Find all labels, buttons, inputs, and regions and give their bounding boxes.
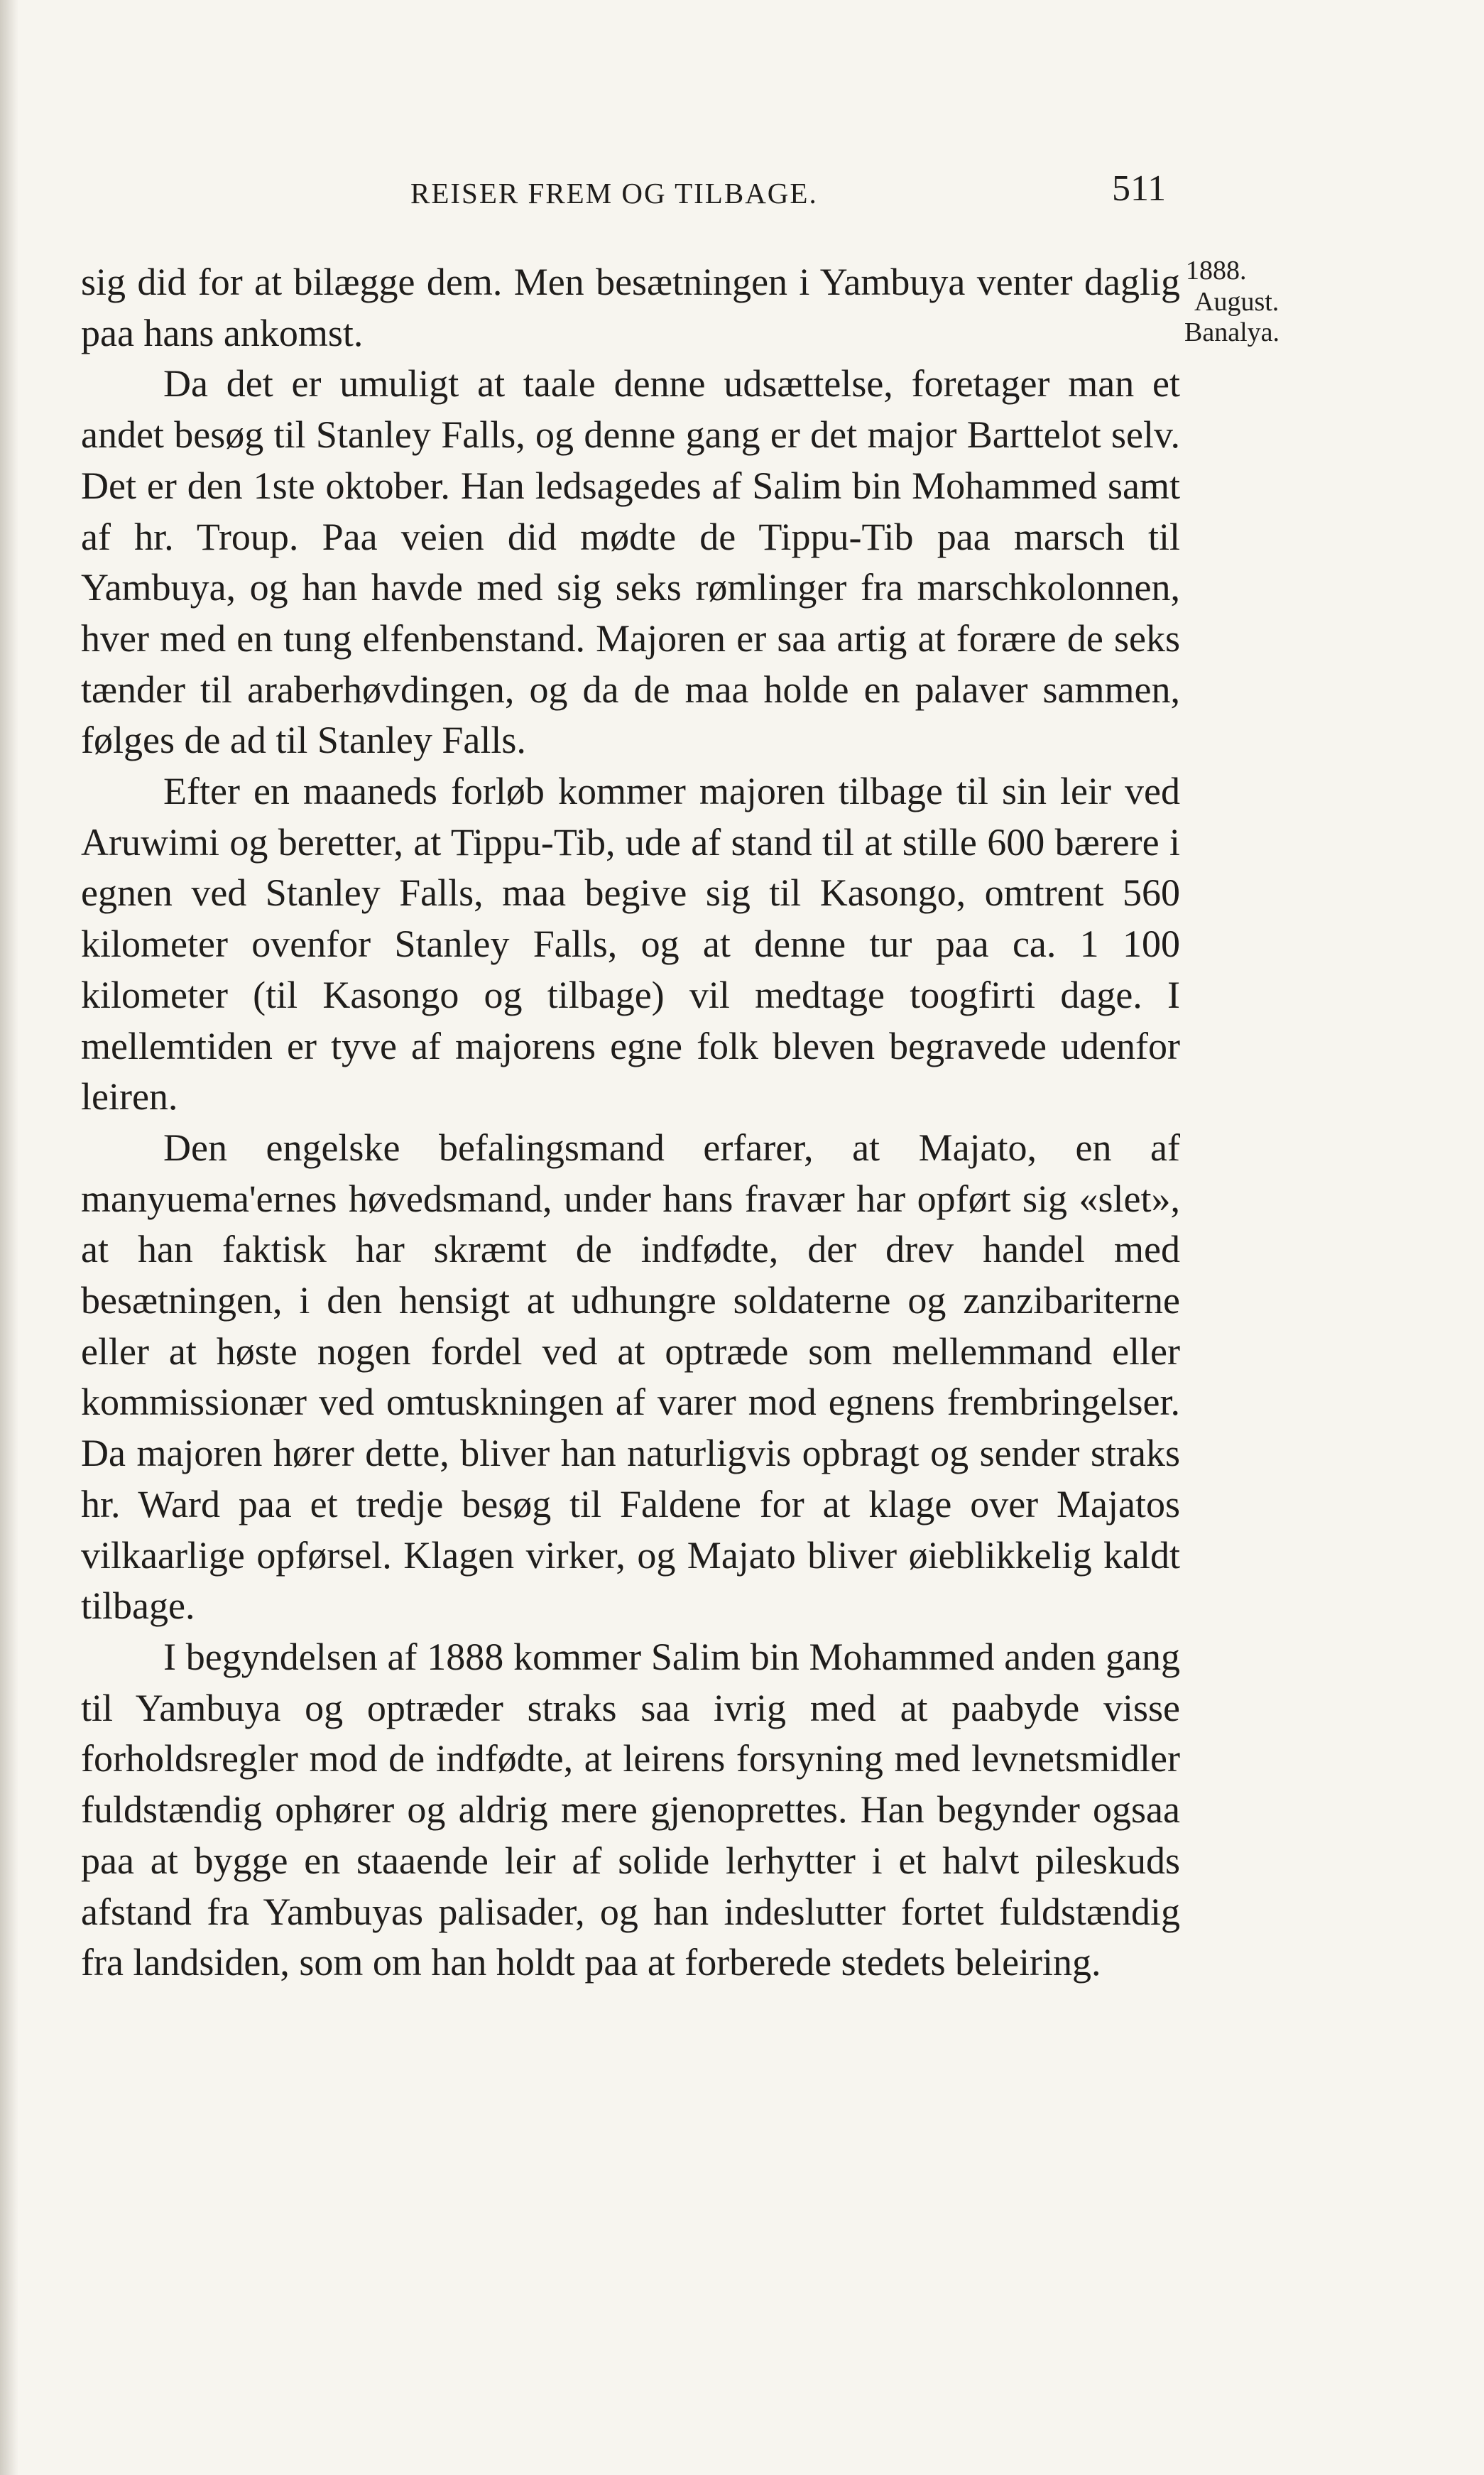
body-text <box>81 257 1180 1989</box>
paragraph-3: Efter en maaneds forløb kommer majoren tilbage til sin leir ved Aruwimi og beretter, at Tippu-Tib, ude af stand til at stille 600 bærere i egnen ved Stanley Falls, maa begive sig til Kasongo, omtrent 560 kilometer ovenfor Stanley Falls, og at denne tur paa ca. 1 100 kilometer (til Kasongo og tilbage) vil medtage toogfirti dage. I mellemtiden er tyve af majorens egne folk bleven begravede udenfor leiren. <box>81 770 1180 1119</box>
paragraph-4: Den engelske befalingsmand erfarer, at Majato, en af manyuema'ernes høvedsmand, under hans fravær har opført sig «slet», at han faktisk har skræmt de indfødte, der drev handel med besætningen, i den hensigt at udhungre soldaterne og zanzibariterne eller at høste nogen fordel ved at optræde som mellemmand eller kommissionær ved omtuskningen af varer mod egnens frembringelser. Da majoren hører dette, bliver han naturligvis opbragt og sender straks hr. Ward paa et tredje besøg til Faldene for at klage over Majatos vilkaarlige opførsel. Klagen virker, og Majato bliver øieblikkelig kaldt tilbage. <box>81 1126 1180 1628</box>
paragraph-2: Da det er umuligt at taale denne udsættelse, foretager man et andet besøg til Stanley Falls, og denne gang er det major Barttelot selv. Det er den 1ste oktober. Han ledsagedes af Salim bin Mohammed samt af hr. Troup. Paa veien did mødte de Tippu-Tib paa marsch til Yambuya, og han havde med sig seks rømlinger fra marschkolonnen, hver med en tung elfenbenstand. Majoren er saa artig at forære de seks tænder til araberhøvdingen, og da de maa holde en palaver sammen, følges de ad til Stanley Falls. <box>81 362 1180 762</box>
margin-note-place: Banalya. <box>1184 317 1280 348</box>
paragraph-1: sig did for at bilægge dem. Men besætningen i Yambuya venter daglig paa hans ankomst. <box>81 261 1180 354</box>
margin-note-month: August. <box>1194 286 1280 317</box>
margin-note-year: 1888. <box>1186 256 1247 285</box>
paragraph-5: I begyndelsen af 1888 kommer Salim bin Mohammed anden gang til Yambuya og optræder straks saa ivrig med at paabyde visse forholdsregler mod de indfødte, at leirens forsyning med levnetsmidler fuldstændig ophører og aldrig mere gjenoprettes. Han begynder ogsaa paa at bygge en staaende leir af solide lerhytter i et halvt pileskuds afstand fra Yambuyas palisader, og han indeslutter fortet fuldstændig fra landsiden, som om han holdt paa at forberede stedets beleiring. <box>81 1635 1180 1984</box>
page-edge-shadow <box>0 0 18 2475</box>
margin-notes <box>1184 256 1333 349</box>
page-number: 511 <box>1112 168 1167 209</box>
running-title: REISER FREM OG TILBAGE. <box>410 177 818 210</box>
